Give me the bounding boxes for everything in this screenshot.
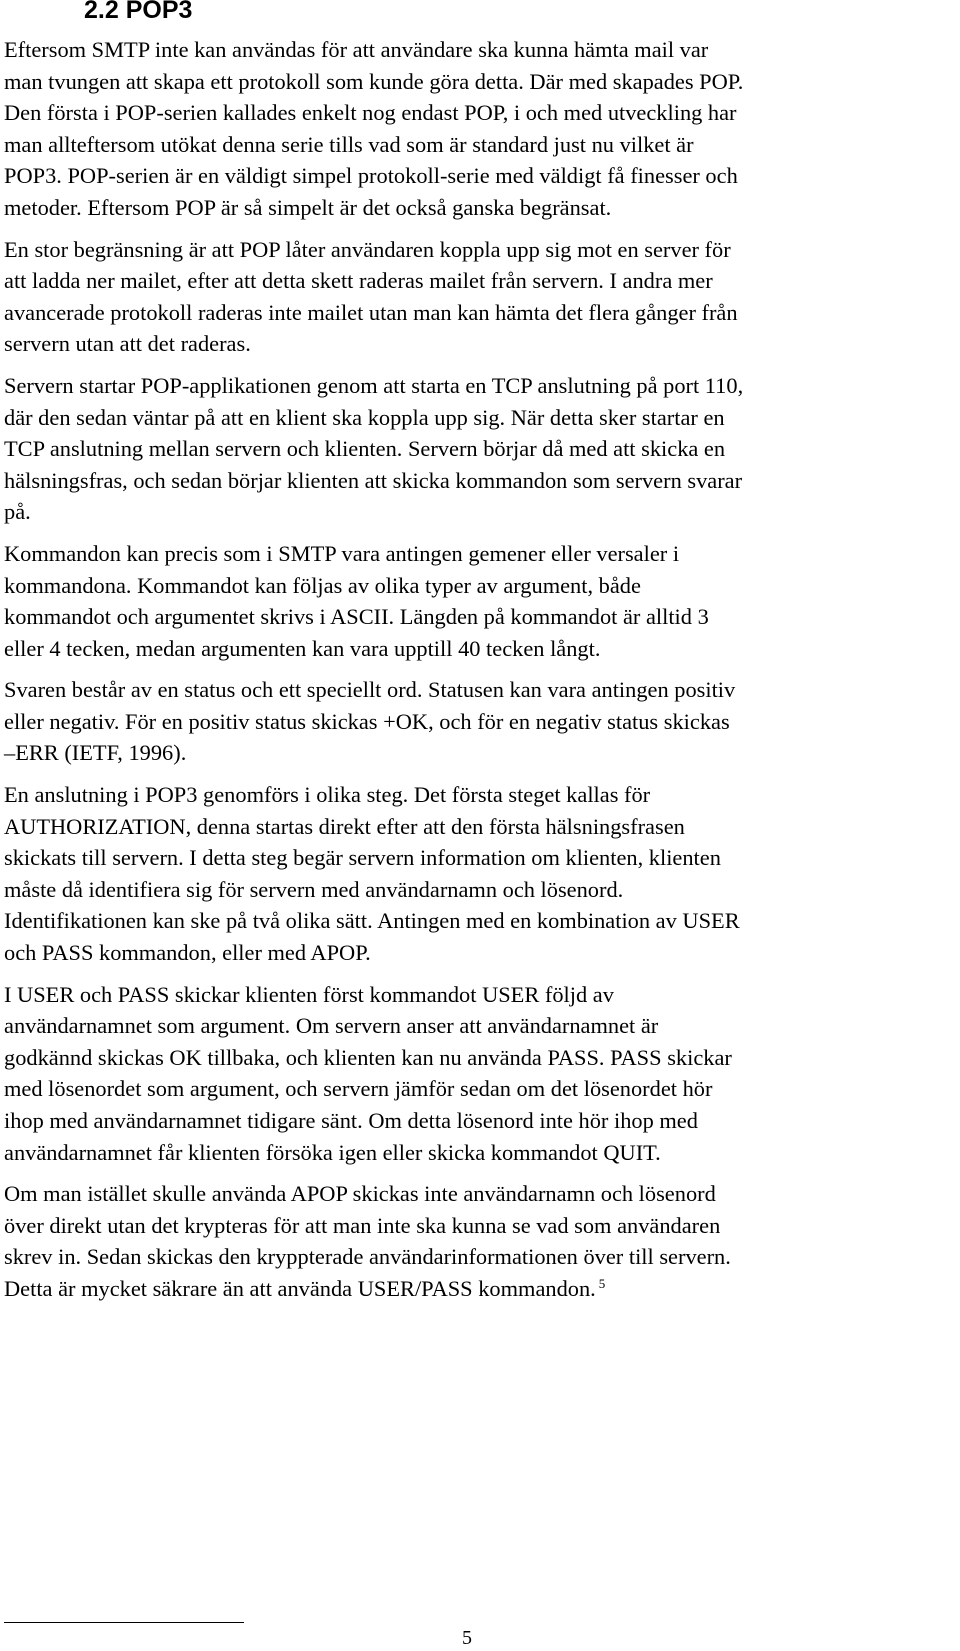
text-line: ihop med användarnamnet tidigare sänt. Om detta lösenord inte hör ihop med <box>4 1108 698 1133</box>
paragraph <box>4 370 948 528</box>
paragraph <box>4 674 948 769</box>
text-line: eller negativ. För en positiv status skickas +OK, och för en negativ status skickas <box>4 708 730 734</box>
paragraph <box>4 979 948 1169</box>
text-line: på. <box>4 499 31 525</box>
text-line: metoder. Eftersom POP är så simpelt är det också ganska begränsat. <box>4 194 612 220</box>
page-number: 5 <box>462 1627 472 1649</box>
text-line: I USER och PASS skickar klienten först kommandot USER följd av <box>4 981 614 1007</box>
paragraph <box>4 34 948 224</box>
text-line: användarnamnet får klienten försöka igen eller skicka kommandot QUIT. <box>4 1139 661 1165</box>
text-line: med lösenordet som argument, och servern jämför sedan om det lösenordet hör <box>4 1076 713 1102</box>
text-line: skrev in. Sedan skickas den kryppterade användarinformationen över till servern. <box>4 1244 731 1270</box>
text-line: över direkt utan det krypteras för att man inte ska kunna se vad som användaren <box>4 1212 721 1238</box>
text-line: och PASS kommandon, eller med APOP. <box>4 940 371 966</box>
text-line: Eftersom SMTP inte kan användas för att användare ska kunna hämta mail var <box>4 37 709 62</box>
text-line: servern utan att det raderas. <box>4 331 251 357</box>
text-line: måste då identifiera sig för servern med användarnamn och lösenord. <box>4 876 624 902</box>
paragraph <box>4 779 948 969</box>
paragraph <box>4 1178 948 1304</box>
text-line-content: Detta är mycket säkrare än att använda USER/PASS kommandon. <box>4 1275 596 1301</box>
text-line: där den sedan väntar på att en klient ska koppla upp sig. När detta sker startar en <box>4 404 725 430</box>
text-line: hälsningsfras, och sedan börjar klienten att skicka kommandon som servern svarar <box>4 467 743 493</box>
text-line: AUTHORIZATION, denna startas direkt efter att den första hälsningsfrasen <box>4 813 685 839</box>
text-line: En stor begränsning är att POP låter användaren koppla upp sig mot en server för <box>4 236 731 262</box>
body-text <box>4 34 948 1315</box>
text-line: man tvungen att skapa ett protokoll som kunde göra detta. Där med skapades POP. <box>4 68 744 94</box>
text-line: kommandot och argumentet skrivs i ASCII. Längden på kommandot är alltid 3 <box>4 604 709 630</box>
text-line: TCP anslutning mellan servern och klienten. Servern börjar då med att skicka en <box>4 436 726 462</box>
text-line: skickats till servern. I detta steg begär servern information om klienten, klienten <box>4 845 721 871</box>
paragraph <box>4 538 948 664</box>
text-line: Kommandon kan precis som i SMTP vara antingen gemener eller versaler i <box>4 540 680 566</box>
footnote-reference: 5 <box>598 1275 606 1291</box>
footnote-separator <box>4 1622 244 1623</box>
text-line: att ladda ner mailet, efter att detta skett raderas mailet från servern. I andra mer <box>4 268 713 294</box>
text-line: eller 4 tecken, medan argumenten kan vara upptill 40 tecken långt. <box>4 635 601 661</box>
section-heading: 2.2 POP3 <box>84 0 193 24</box>
text-line: man allteftersom utökat denna serie tills vad som är standard just nu vilket är <box>4 131 694 157</box>
text-line: Servern startar POP-applikationen genom att starta en TCP anslutning på port 110, <box>4 372 744 398</box>
text-line: avancerade protokoll raderas inte mailet utan man kan hämta det flera gånger från <box>4 299 738 325</box>
text-line: En anslutning i POP3 genomförs i olika steg. Det första steget kallas för <box>4 782 651 808</box>
text-line: godkännd skickas OK tillbaka, och klienten kan nu använda PASS. PASS skickar <box>4 1044 732 1070</box>
paragraph <box>4 234 948 360</box>
text-line: Den första i POP-serien kallades enkelt nog endast POP, i och med utveckling har <box>4 100 737 126</box>
text-line: användarnamnet som argument. Om servern anser att användarnamnet är <box>4 1013 659 1039</box>
text-line <box>4 1273 948 1305</box>
text-line: POP3. POP-serien är en väldigt simpel protokoll-serie med väldigt få finesser och <box>4 163 738 189</box>
text-line: Om man istället skulle använda APOP skickas inte användarnamn och lösenord <box>4 1181 716 1207</box>
text-line: –ERR (IETF, 1996). <box>4 740 187 766</box>
text-line: Svaren består av en status och ett speciellt ord. Statusen kan vara antingen positiv <box>4 677 736 703</box>
text-line: Identifikationen kan ske på två olika sätt. Antingen med en kombination av USER <box>4 908 740 934</box>
text-line: kommandona. Kommandot kan följas av olika typer av argument, både <box>4 572 641 598</box>
